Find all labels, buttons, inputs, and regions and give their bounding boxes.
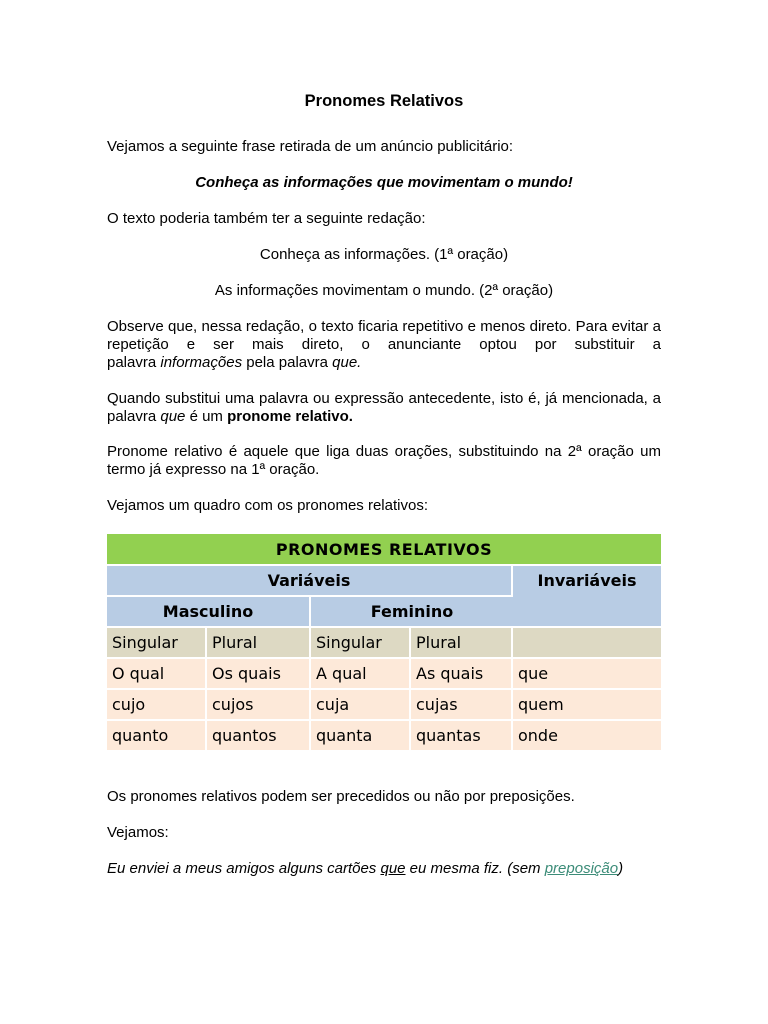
observe-word-informacoes: informações xyxy=(160,354,243,371)
table-cell: quanta xyxy=(311,721,411,752)
example-part-4: ) xyxy=(618,860,624,877)
table-cell: A qual xyxy=(311,659,411,690)
table-cell: cujas xyxy=(411,690,513,721)
quando-paragraph xyxy=(107,390,661,426)
table-cell: As quais xyxy=(411,659,513,690)
observe-line-3 xyxy=(107,354,661,372)
variaveis-cell: Variáveis xyxy=(107,566,513,597)
table-cell: cujo xyxy=(107,690,207,721)
feminino-cell: Feminino xyxy=(311,597,513,628)
table-row xyxy=(107,690,661,721)
prep-paragraph: Os pronomes relativos podem ser precedidos ou não por preposições. xyxy=(107,788,575,805)
vejamos-label: Vejamos: xyxy=(107,824,169,841)
number-cell xyxy=(513,628,661,659)
quando-line-2-c: é um xyxy=(185,408,228,425)
table-row xyxy=(107,659,661,690)
slogan-text: Conheça as informações que movimentam o mundo! xyxy=(195,174,573,191)
number-cell: Singular xyxy=(107,628,207,659)
example-part-3: eu mesma fiz. (sem xyxy=(405,860,545,877)
example-part-1: Eu enviei a meus amigos alguns cartões xyxy=(107,860,381,877)
alt-text-paragraph: O texto poderia também ter a seguinte redação: xyxy=(107,210,426,227)
table-cell: cuja xyxy=(311,690,411,721)
sentence-two: As informações movimentam o mundo. (2ª oração) xyxy=(214,282,554,299)
preposicao-link[interactable]: preposição xyxy=(544,860,619,877)
table-cell: O qual xyxy=(107,659,207,690)
quando-line-2-a: palavra xyxy=(107,408,161,425)
quando-word-que: que xyxy=(160,408,186,425)
table-intro: Vejamos um quadro com os pronomes relativos: xyxy=(107,497,428,514)
table-header-row xyxy=(107,534,661,566)
definicao-paragraph xyxy=(107,443,661,479)
table-cell: que xyxy=(513,659,661,690)
invariaveis-cell: Invariáveis xyxy=(513,566,661,628)
table-number-row xyxy=(107,628,661,659)
sentence-one: Conheça as informações. (1ª oração) xyxy=(259,246,509,263)
definicao-line-2: termo já expresso na 1ª oração. xyxy=(107,461,320,478)
table-cell: quantos xyxy=(207,721,311,752)
table-header-cell: PRONOMES RELATIVOS xyxy=(107,534,661,566)
observe-line-1: Observe que, nessa redação, o texto ficaria repetitivo e menos direto. Para evitar a xyxy=(107,318,661,335)
table-cell: onde xyxy=(513,721,661,752)
table-cell: quem xyxy=(513,690,661,721)
table-cell: Os quais xyxy=(207,659,311,690)
slogan xyxy=(107,174,661,192)
observe-line-3-c: pela palavra xyxy=(242,354,333,371)
number-cell: Plural xyxy=(411,628,513,659)
number-cell: Plural xyxy=(207,628,311,659)
masculino-cell: Masculino xyxy=(107,597,311,628)
example-sentence xyxy=(107,860,661,878)
table-variaveis-row xyxy=(107,566,661,597)
observe-line-2: repetição e ser mais direto, o anunciante optou por substituir a xyxy=(107,336,661,353)
quando-pronome-relativo: pronome relativo. xyxy=(227,408,353,425)
example-que-underlined: que xyxy=(380,860,406,877)
quando-line-1: Quando substitui uma palavra ou expressão antecedente, isto é, já mencionada, a xyxy=(107,390,661,407)
quando-line-2 xyxy=(107,408,661,426)
observe-line-3-a: palavra xyxy=(107,354,161,371)
pronomes-table xyxy=(107,534,661,752)
observe-paragraph xyxy=(107,318,661,372)
table-cell: quanto xyxy=(107,721,207,752)
number-cell: Singular xyxy=(311,628,411,659)
observe-word-que: que. xyxy=(332,354,362,371)
table-cell: cujos xyxy=(207,690,311,721)
intro-paragraph: Vejamos a seguinte frase retirada de um anúncio publicitário: xyxy=(107,138,514,155)
table-cell: quantas xyxy=(411,721,513,752)
table-row xyxy=(107,721,661,752)
definicao-line-1: Pronome relativo é aquele que liga duas orações, substituindo na 2ª oração um xyxy=(107,443,661,460)
page-title: Pronomes Relativos xyxy=(304,92,464,110)
